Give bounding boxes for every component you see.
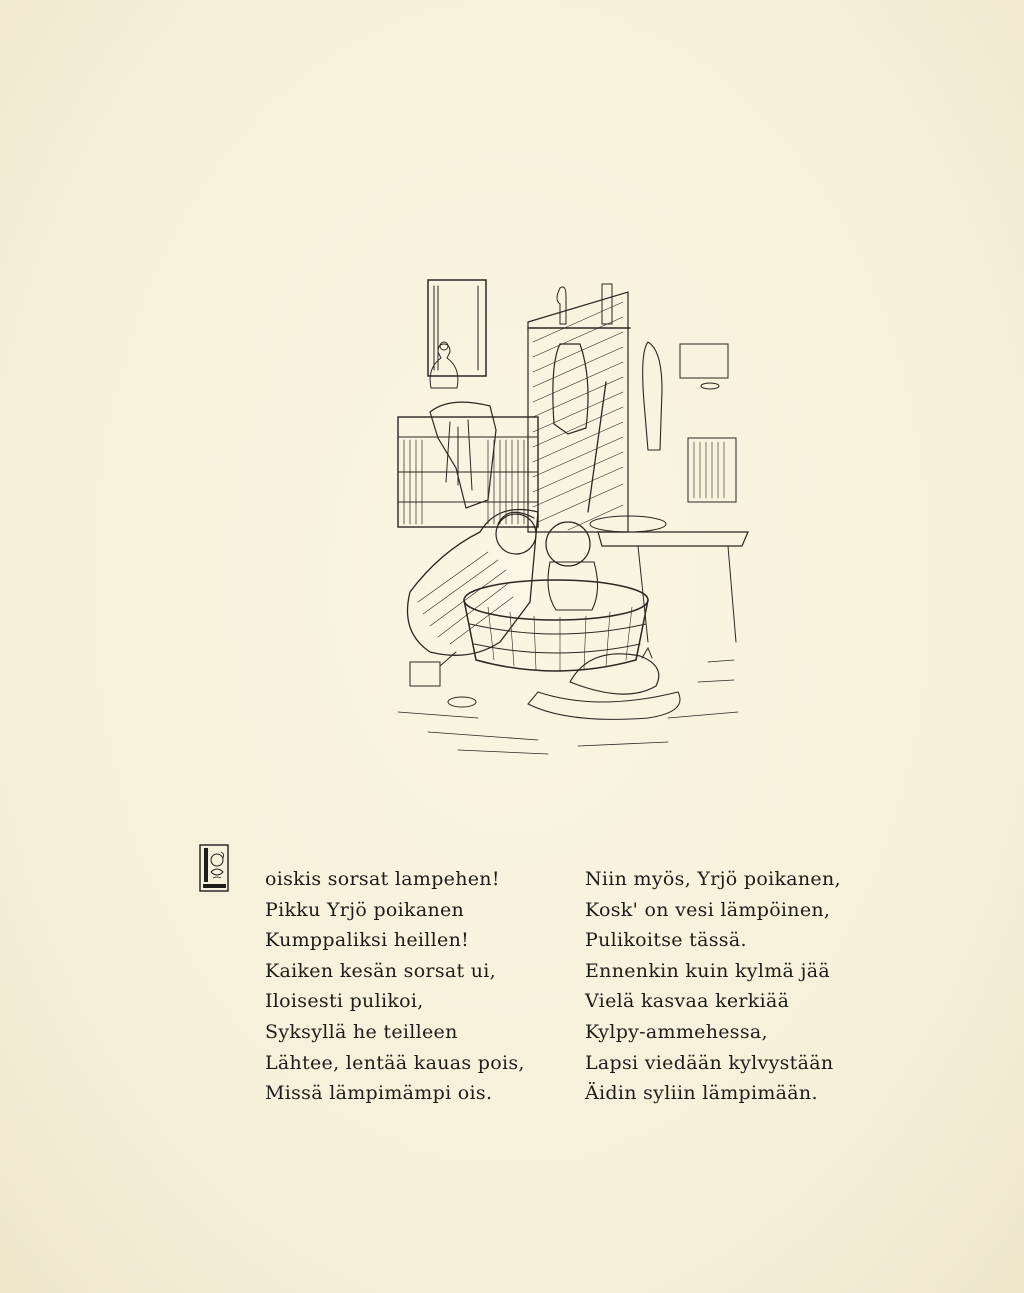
poem-right-column [585, 864, 841, 1109]
child-bathing-baby-icon [338, 262, 758, 762]
engraving-illustration [338, 262, 758, 762]
ornamental-drop-cap-l-icon [199, 844, 229, 892]
poem-line: Kosk' on vesi lämpöinen, [585, 898, 831, 921]
poem-line: Pikku Yrjö poikanen [265, 898, 465, 921]
poem-line: Lapsi viedään kylvystään [585, 1051, 834, 1074]
poem-line: Kylpy-ammehessa, [585, 1020, 768, 1043]
poem-line: Äidin syliin lämpimään. [585, 1082, 818, 1105]
poem-line: Niin myös, Yrjö poikanen, [585, 868, 841, 890]
poem-line: Syksyllä he teilleen [265, 1020, 458, 1043]
poem-first-line [232, 864, 525, 895]
poem-line: Kaiken kesän sorsat ui, [265, 959, 497, 982]
poem-first-line-text: oiskis sorsat lampehen! [265, 868, 500, 890]
poem-line: Iloisesti pulikoi, [265, 990, 424, 1013]
poem-line: Vielä kasvaa kerkiää [585, 990, 790, 1013]
poem-line: Ennenkin kuin kylmä jää [585, 959, 830, 982]
poem-line: Missä lämpimämpi ois. [265, 1082, 493, 1105]
poem-line: Pulikoitse tässä. [585, 929, 747, 952]
poem-left-column [232, 864, 525, 1109]
poem-line: Lähtee, lentää kauas pois, [265, 1051, 525, 1074]
poem-line: Kumppaliksi heillen! [265, 929, 470, 952]
